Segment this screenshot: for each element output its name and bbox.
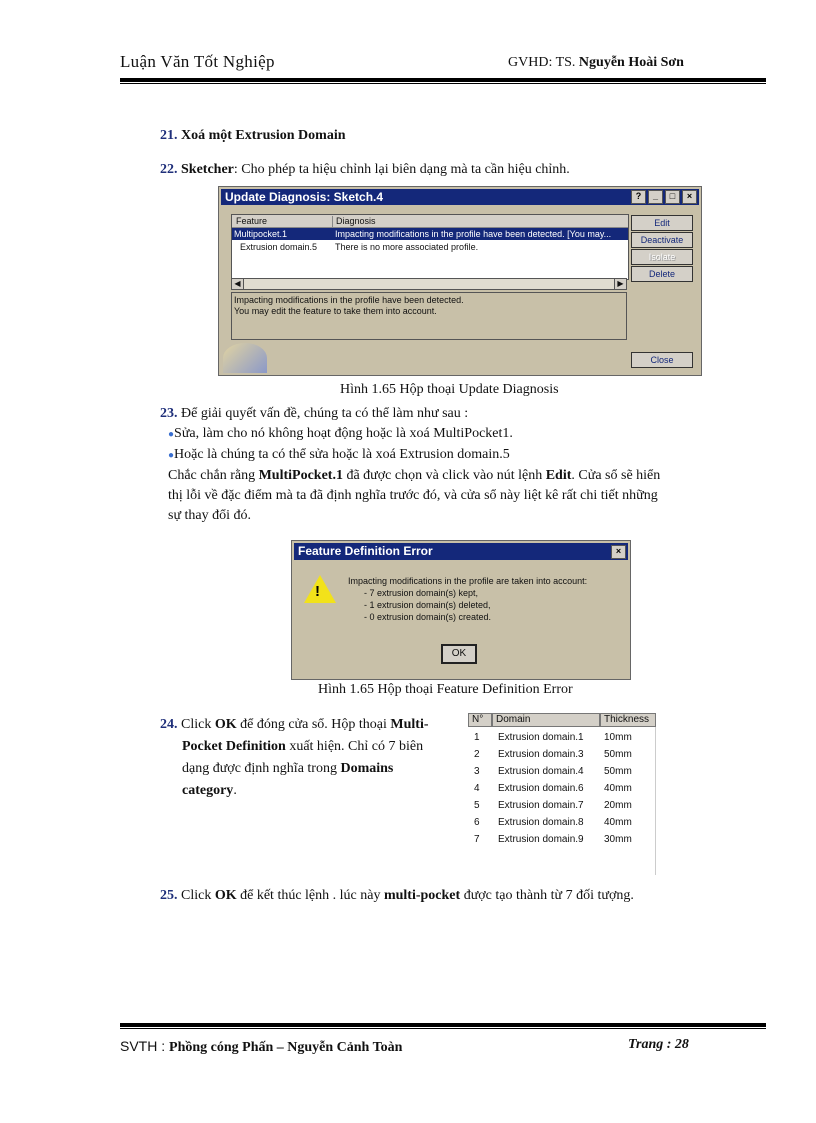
dialog-titlebar: Update Diagnosis: Sketch.4 ? _ □ × xyxy=(221,189,699,205)
list-row[interactable]: Multipocket.1 Impacting modifications in the profile have been detected. [You may... xyxy=(232,228,628,240)
footer-rule xyxy=(120,1023,766,1027)
header-rule-thin xyxy=(120,83,766,84)
edit-button[interactable]: Edit xyxy=(631,215,693,231)
col-number[interactable]: N° xyxy=(468,713,492,727)
scroll-right-icon[interactable]: ▶ xyxy=(614,279,626,289)
horizontal-scrollbar[interactable] xyxy=(231,278,627,290)
col-thickness[interactable]: Thickness xyxy=(600,713,656,727)
header-rule xyxy=(120,78,766,82)
table-row[interactable]: 1 Extrusion domain.1 10mm xyxy=(474,732,632,743)
col-feature[interactable]: Feature xyxy=(236,216,268,226)
bullet-icon: ● xyxy=(168,450,175,461)
domains-table xyxy=(468,713,658,875)
table-row[interactable]: 4 Extrusion domain.6 40mm xyxy=(474,783,632,794)
scroll-left-icon[interactable]: ◀ xyxy=(232,279,244,289)
page-number: Trang : 28 xyxy=(628,1037,689,1052)
feature-definition-error-dialog xyxy=(291,540,631,680)
help-button[interactable]: ? xyxy=(631,190,646,204)
footer-rule-thin xyxy=(120,1028,766,1029)
warning-exclamation-icon: ! xyxy=(315,583,320,600)
table-row[interactable]: 7 Extrusion domain.9 30mm xyxy=(474,834,632,845)
catia-logo-icon xyxy=(223,343,267,373)
footer-authors: SVTH : Phồng cóng Phấn – Nguyễn Cảnh Toàn xyxy=(120,1038,403,1055)
table-border xyxy=(655,727,656,875)
item-22: 22. Sketcher: Cho phép ta hiệu chỉnh lại biên dạng mà ta cần hiệu chỉnh. xyxy=(160,162,570,177)
maximize-button[interactable]: □ xyxy=(665,190,680,204)
item-21: 21. Xoá một Extrusion Domain xyxy=(160,128,346,143)
item-25: 25. Click OK để kết thúc lệnh . lúc này multi-pocket được tạo thành từ 7 đối tượng. xyxy=(160,888,634,903)
list-header xyxy=(232,215,628,228)
col-diagnosis[interactable]: Diagnosis xyxy=(332,216,376,227)
table-row[interactable]: 2 Extrusion domain.3 50mm xyxy=(474,749,632,760)
error-message: Impacting modifications in the profile are taken into account: - 7 extrusion domain(s) kept, - 1 extrusion domain(s) deleted, - 0 extrusion domain(s) created. xyxy=(348,576,588,622)
ok-button[interactable]: OK xyxy=(441,644,477,664)
update-diagnosis-dialog xyxy=(218,186,702,376)
diagnosis-list[interactable] xyxy=(231,214,629,280)
figure-caption-2: Hình 1.65 Hộp thoại Feature Definition Error xyxy=(318,682,573,697)
dialog-titlebar: Feature Definition Error × xyxy=(294,543,628,560)
delete-button[interactable]: Delete xyxy=(631,266,693,282)
close-icon[interactable]: × xyxy=(611,545,626,559)
item-24: 24. Click OK để đóng cửa sổ. Hộp thoại Multi- Pocket Definition xuất hiện. Chỉ có 7 biên dạng được định nghĩa trong Domains category. xyxy=(160,717,429,798)
list-row[interactable]: Extrusion domain.5 There is no more associated profile. xyxy=(240,242,479,252)
isolate-button[interactable]: Isolate xyxy=(631,249,693,265)
diagnosis-message: Impacting modifications in the profile have been detected. You may edit the feature to take them into account. xyxy=(231,292,627,340)
header-title: Luận Văn Tốt Nghiệp xyxy=(120,52,275,71)
minimize-button[interactable]: _ xyxy=(648,190,663,204)
close-button[interactable]: Close xyxy=(631,352,693,368)
table-row[interactable]: 3 Extrusion domain.4 50mm xyxy=(474,766,632,777)
header-advisor: GVHD: TS. Nguyễn Hoài Sơn xyxy=(508,55,684,70)
col-domain[interactable]: Domain xyxy=(492,713,600,727)
close-icon[interactable]: × xyxy=(682,190,697,204)
table-row[interactable]: 5 Extrusion domain.7 20mm xyxy=(474,800,632,811)
figure-caption-1: Hình 1.65 Hộp thoại Update Diagnosis xyxy=(340,382,559,397)
item-23: 23. Để giải quyết vấn đề, chúng ta có thể làm như sau : ●Sửa, làm cho nó không hoạt động hoặc là xoá MultiPocket1. ●Hoặc là chúng ta có thể sửa hoặc là xoá Extrusion domain.5 Chắc chắn rằng MultiPocket.1 đã được chọn và click vào nút lệnh Edit. Cửa sổ sẽ hiển thị lỗi về đặc điểm mà ta đã định nghĩa trước đó, và cửa sổ này liệt kê rất chi tiết những sự thay đổi đó. xyxy=(160,406,661,523)
warning-icon xyxy=(304,575,336,603)
table-row[interactable]: 6 Extrusion domain.8 40mm xyxy=(474,817,632,828)
deactivate-button[interactable]: Deactivate xyxy=(631,232,693,248)
bullet-icon: ● xyxy=(168,429,175,440)
